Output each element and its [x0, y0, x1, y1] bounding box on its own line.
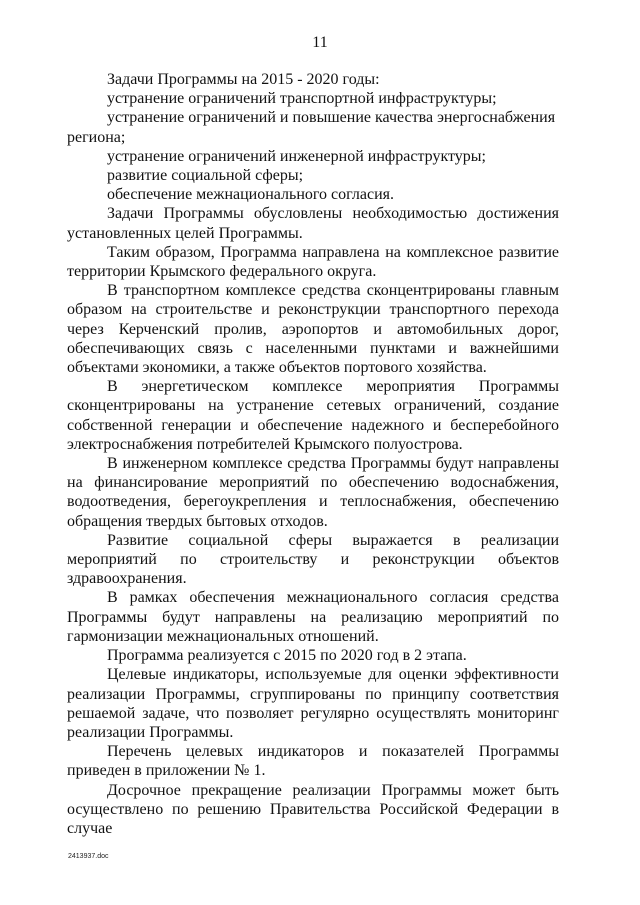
- task-list-item: устранение ограничений транспортной инфраструктуры;: [107, 90, 497, 108]
- body-paragraph: В инженерном комплексе средства Программы будут направлены на финансирование мероприятий по обеспечению водоснабжения, водоотведения, берегоукрепления и теплоснабжения, обеспечению обращения твердых бытовых отходов.: [67, 455, 559, 530]
- body-paragraph: Задачи Программы обусловлены необходимостью достижения установленных целей Программы.: [67, 205, 559, 242]
- document-body: [67, 70, 559, 838]
- task-list-item: устранение ограничений и повышение качества энергоснабжения региона;: [67, 109, 556, 146]
- body-paragraph: В энергетическом комплексе мероприятия Программы сконцентрированы на устранение сетевых ограничений, создание собственной генерации и обеспечение надежного и бесперебойного электроснабжения потребителей Крымского полуострова.: [67, 378, 559, 453]
- task-list-item: развитие социальной сферы;: [107, 167, 304, 185]
- body-paragraph: В транспортном комплексе средства сконцентрированы главным образом на строительстве и реконструкции транспортного перехода через Керченский пролив, аэропортов и автомобильных дорог, обеспечивающих связь с населенными пунктами и важнейшими объектами экономики, а также объектов портового хозяйства.: [67, 282, 559, 377]
- body-paragraph: Досрочное прекращение реализации Программы может быть осуществлено по решению Правительства Российской Федерации в случае: [67, 781, 559, 837]
- body-paragraph: Перечень целевых индикаторов и показателей Программы приведен в приложении № 1.: [67, 743, 559, 780]
- task-list-item: устранение ограничений инженерной инфраструктуры;: [107, 147, 486, 165]
- body-paragraph: Развитие социальной сферы выражается в реализации мероприятий по строительству и реконструкции объектов здравоохранения.: [67, 531, 559, 588]
- tasks-heading-paragraph: Задачи Программы на 2015 - 2020 годы:: [107, 71, 380, 88]
- body-paragraph: Таким образом, Программа направлена на комплексное развитие территории Крымского федерального округа.: [67, 243, 559, 281]
- task-list-item: обеспечение межнационального согласия.: [107, 186, 395, 204]
- body-paragraph: В рамках обеспечения межнационального согласия средства Программы будут направлены на реализацию мероприятий по гармонизации межнациональных отношений.: [67, 589, 559, 645]
- page-number: 11: [312, 34, 328, 51]
- body-paragraph: Программа реализуется с 2015 по 2020 год в 2 этапа.: [107, 647, 467, 665]
- body-paragraph: Целевые индикаторы, используемые для оценки эффективности реализации Программы, сгруппированы по принципу соответствия решаемой задаче, что позволяет регулярно осуществлять мониторинг реализации Программы.: [67, 666, 559, 741]
- footer-document-code: 2413937.doc: [68, 853, 109, 860]
